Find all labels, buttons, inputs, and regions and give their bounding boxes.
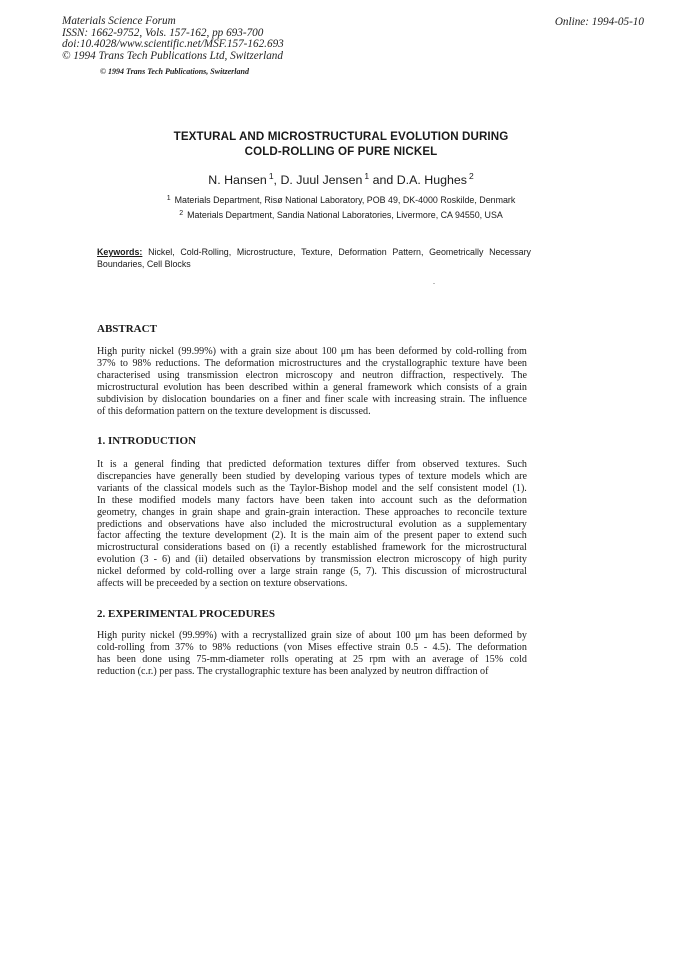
introduction-line: factor affecting the texture development (2). It is the main aim of the present paper to extend such [97, 530, 527, 542]
abstract-line: characterised using transmission electron microscopy and neutron diffraction, respectively. The [97, 369, 527, 381]
experimental-body [97, 630, 527, 678]
journal-name: Materials Science Forum [62, 15, 176, 27]
introduction-line: microstructural considerations based on (i) a recently established framework for the microstructural [97, 542, 527, 554]
abstract-line: microstructural evolution has been described within a general framework which consists of a grain [97, 381, 527, 393]
author-list: N. Hansen $^1$, D. Juul Jensen $^1$ and D.A. Hughes $^2$ [208, 171, 474, 187]
publisher-header [62, 16, 284, 62]
affiliation-1-mark: 1 [166, 195, 171, 202]
author-conjunction: and [372, 173, 394, 187]
abstract-line: High purity nickel (99.99%) with a grain size about 100 μm has been deformed by cold-rolling from [97, 346, 527, 357]
author-1-affiliation-mark: 1 [268, 171, 274, 181]
introduction-line: In these modified models many factors have been taken into account such as the deformation [97, 494, 527, 506]
abstract-heading: ABSTRACT [97, 323, 157, 335]
affiliation-2-text: Materials Department, Sandia National Laboratories, Livermore, CA 94550, USA [187, 210, 503, 220]
experimental-line: cold-rolling from 37% to 98% reductions (von Mises effective strain 0.5 - 4.5). The deformation [97, 641, 527, 653]
author-3-affiliation-mark: 2 [468, 171, 474, 181]
online-date: Online: 1994-05-10 [554, 16, 644, 28]
experimental-line: reduction (c.r.) per pass. The crystallographic texture has been analyzed by neutron diffraction of [97, 665, 489, 677]
title-line-1: TEXTURAL AND MICROSTRUCTURAL EVOLUTION DURING [173, 130, 509, 143]
affiliation-1-text: Materials Department, Risø National Laboratory, POB 49, DK-4000 Roskilde, Denmark [174, 195, 516, 205]
author-3: D.A. Hughes [396, 173, 467, 187]
original-copyright: © 1994 Trans Tech Publications, Switzerland [100, 67, 249, 76]
introduction-line: predictions and observations have also included the microstructural evolution as a supplementary [97, 518, 527, 530]
paper-title [96, 129, 586, 159]
scan-speck [433, 283, 435, 284]
introduction-heading: 1. INTRODUCTION [97, 435, 197, 447]
author-2: D. Juul Jensen [280, 173, 363, 187]
introduction-body [97, 459, 527, 590]
introduction-line: nickel deformed by cold-rolling over a large strain range (5, 7). This discussion of microstructural [97, 566, 527, 578]
author-1: N. Hansen [208, 173, 267, 187]
copyright-line: © 1994 Trans Tech Publications Ltd, Switzerland [62, 49, 283, 62]
experimental-line: High purity nickel (99.99%) with a recrystallized grain size of about 100 μm has been deformed by [97, 630, 527, 641]
introduction-line: evolution (3 - 6) and (ii) detailed observations by transmission electron microscopy of high purity [97, 554, 527, 566]
author-2-affiliation-mark: 1 [364, 171, 370, 181]
abstract-line: of this deformation pattern on the texture development is discussed. [97, 405, 371, 417]
affiliation-1 [96, 195, 586, 205]
introduction-line: geometry, changes in grain shape and grain-grain interaction. These approaches to reconcile texture [97, 506, 527, 518]
keywords [97, 247, 531, 270]
affiliation-2-mark: 2 [179, 210, 184, 217]
introduction-line: variants of the classical models such as the Taylor-Bishop model and the self consistent model (1). [97, 482, 527, 494]
experimental-line: has been done using 75-mm-diameter rolls operating at 25 rpm with an average of 15% cold [97, 653, 527, 665]
introduction-line: affects will be preceeded by a section on texture observations. [97, 578, 348, 590]
issn-line: ISSN: 1662-9752, Vols. 157-162, pp 693-700 [62, 26, 264, 39]
doi-line: doi:10.4028/www.scientific.net/MSF.157-162.693 [62, 38, 284, 51]
abstract-body [97, 346, 527, 417]
abstract-line: 37% to 98% reductions. The deformation microstructures and the crystallographic texture have been [97, 357, 527, 369]
keywords-text: Nickel, Cold-Rolling, Microstructure, Texture, Deformation Pattern, Geometrically Necessary Boundaries, Cell Blocks [97, 247, 531, 269]
experimental-heading: 2. EXPERIMENTAL PROCEDURES [97, 608, 275, 620]
abstract-line: subdivision by dislocation boundaries on a finer and finer scale with increasing strain. The influence [97, 393, 527, 405]
introduction-line: It is a general finding that predicted deformation textures differ from observed textures. Such [97, 459, 527, 470]
keywords-label: Keywords: [97, 247, 143, 257]
title-line-2: COLD-ROLLING OF PURE NICKEL [244, 145, 438, 158]
introduction-line: discrepancies have generally been studied by developing various types of texture models which are [97, 470, 527, 482]
affiliation-2 [96, 210, 586, 220]
